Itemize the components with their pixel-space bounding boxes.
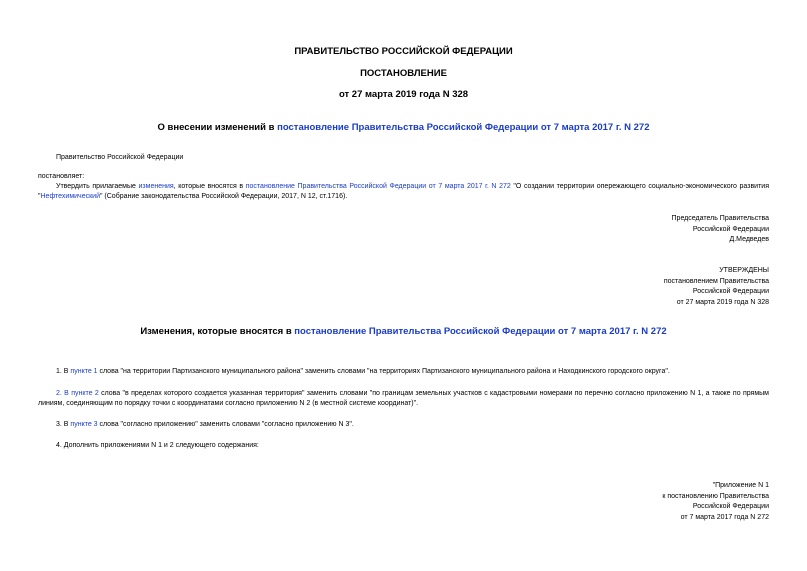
link-clause-2[interactable]: пункте 2 — [71, 390, 99, 397]
approve-text-2: , которые вносятся в — [173, 183, 246, 190]
signature-block — [672, 214, 769, 246]
approved-line-1: УТВЕРЖДЕНЫ — [719, 267, 769, 274]
signature-line-3: Д.Медведев — [729, 236, 769, 243]
approve-paragraph — [38, 182, 769, 202]
link-decree-272[interactable]: постановление Правительства Российской Федерации от 7 марта 2017 г. N 272 — [245, 183, 511, 190]
government-heading: ПРАВИТЕЛЬСТВО РОССИЙСКОЙ ФЕДЕРАЦИИ — [294, 46, 513, 57]
changes-title — [0, 326, 807, 337]
appendix-line-3: Российской Федерации — [692, 503, 769, 510]
change-1-text-a: 1. В — [56, 368, 71, 375]
link-changes[interactable]: изменения — [138, 183, 174, 190]
appendix-line-1: "Приложение N 1 — [712, 482, 769, 489]
appendix-line-4: от 7 марта 2017 года N 272 — [680, 513, 769, 521]
change-3-text-b: слова "согласно приложению" заменить словами "согласно приложению N 3". — [97, 421, 354, 428]
doc-date-number: от 27 марта 2019 года N 328 — [338, 89, 469, 100]
change-1-text-b: слова "на территории Партизанского муниципального района" заменить словами "на территориях Партизанского муниципального района и Находкинского городского округа". — [97, 368, 670, 375]
approve-text-4: " (Собрание законодательства Российской Федерации, 2017, N 12, ст.1716). — [99, 193, 348, 200]
change-item-1 — [56, 367, 769, 377]
change-item-4: 4. Дополнить приложениями N 1 и 2 следующего содержания: — [56, 442, 259, 449]
approved-block — [664, 266, 769, 308]
approved-line-4: от 27 марта 2019 года N 328 — [676, 298, 769, 306]
approved-line-2: постановлением Правительства — [663, 277, 769, 285]
signature-line-2: Российской Федерации — [692, 225, 769, 233]
doc-subject-prefix: О внесении изменений в — [157, 122, 278, 133]
changes-title-prefix: Изменения, которые вносятся в — [140, 326, 295, 337]
approve-text-1: Утвердить прилагаемые — [56, 183, 139, 190]
link-clause-1[interactable]: пункте 1 — [70, 368, 98, 375]
decrees-text: постановляет: — [38, 173, 85, 180]
doc-type-heading: ПОСТАНОВЛЕНИЕ — [360, 68, 447, 79]
link-neftekhimichesky[interactable]: Нефтехимический — [40, 193, 100, 200]
approved-line-3: Российской Федерации — [692, 288, 769, 295]
change-item-2 — [38, 389, 769, 409]
appendix-line-2: к постановлению Правительства — [662, 492, 769, 500]
doc-subject — [0, 122, 807, 133]
change-3-text-a: 3. В — [56, 421, 71, 428]
link-item-2[interactable]: 2. В — [56, 390, 72, 397]
issuer-text: Правительство Российской Федерации — [56, 154, 184, 161]
link-clause-3[interactable]: пункте 3 — [70, 421, 98, 428]
change-item-3 — [56, 420, 769, 430]
changes-title-link[interactable]: постановление Правительства Российской Федерации от 7 марта 2017 г. N 272 — [294, 326, 667, 337]
signature-line-1: Председатель Правительства — [671, 215, 769, 222]
doc-subject-link[interactable]: постановление Правительства Российской Федерации от 7 марта 2017 г. N 272 — [277, 122, 650, 133]
appendix-block — [662, 481, 769, 523]
change-2-text-b: слова "в пределах которого создается указанная территория" заменить словами "по границам земельных участков с кадастровыми номерами по перечню согласно приложению N 1, а также по прямым линиям, соединяющим по порядку точки с координатами согласно приложению N 2 (в местной системе координат)". — [38, 390, 769, 407]
approve-text-3: "О создании территории опережающего социально-экономического развития " — [38, 183, 769, 200]
